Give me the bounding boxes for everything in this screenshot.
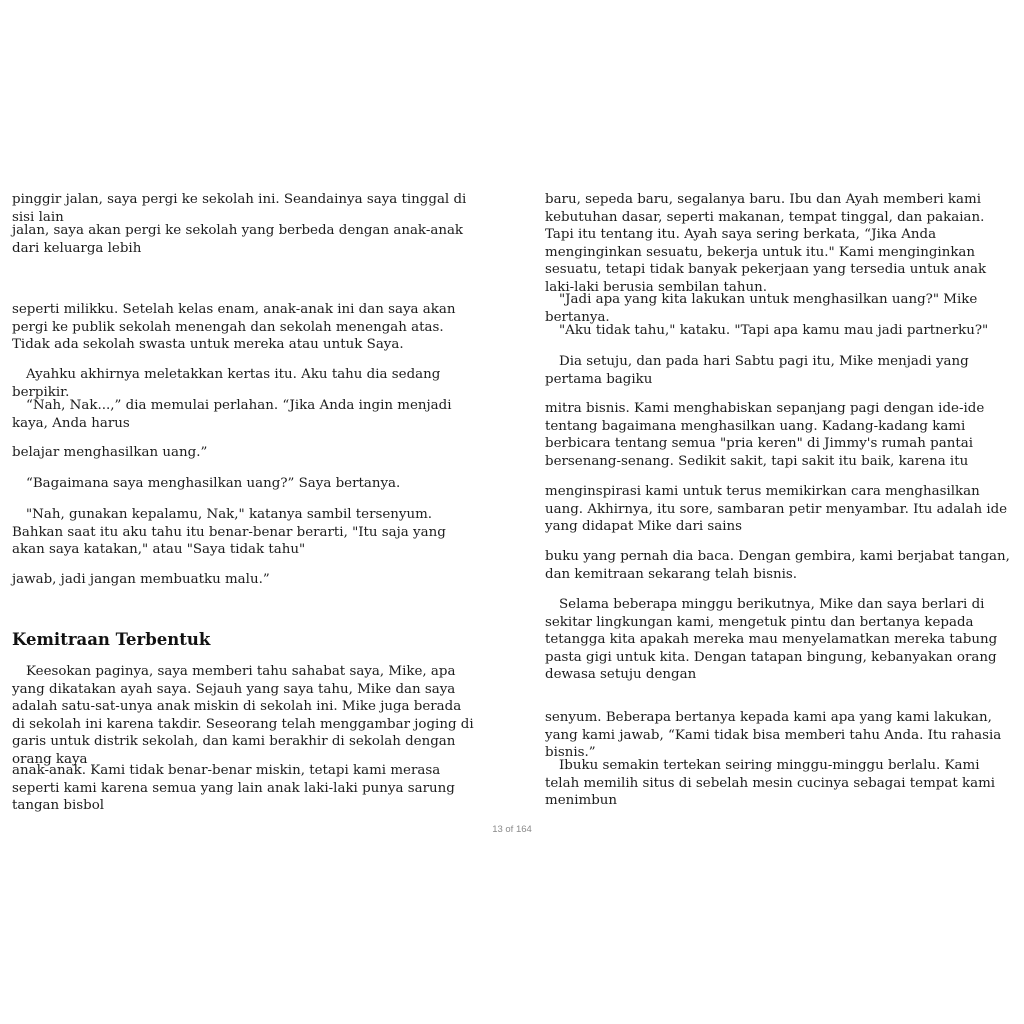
paragraph: jalan, saya akan pergi ke sekolah yang berbeda dengan anak-anak dari keluarga lebih [12,223,464,256]
paragraph: Dia setuju, dan pada hari Sabtu pagi itu, Mike menjadi yang pertama bagiku [545,354,969,387]
paragraph: baru, sepeda baru, segalanya baru. Ibu dan Ayah memberi kami kebutuhan dasar, seperti makanan, tempat tinggal, dan pakaian. Tapi itu tentang itu. Ayah saya sering berkata, “Jika Anda menginginkan sesuatu, bekerja untuk itu." Kami menginginkan sesuatu, tetapi tidak banyak pekerjaan yang tersedia untuk anak laki-laki berusia sembilan tahun. [545,192,987,295]
paragraph: Ibuku semakin tertekan seiring minggu-minggu berlalu. Kami telah memilih situs di sebelah mesin cucinya sebagai tempat kami menimbun [545,758,996,808]
section-heading: Kemitraan Terbentuk [12,630,211,649]
paragraph: "Aku tidak tahu," kataku. "Tapi apa kamu mau jadi partnerku?" [559,323,989,338]
paragraph: senyum. Beberapa bertanya kepada kami apa yang kami lakukan, yang kami jawab, “Kami tidak bisa memberi tahu Anda. Itu rahasia bisnis.” [545,710,1002,760]
paragraph: menginspirasi kami untuk terus memikirkan cara menghasilkan uang. Akhirnya, itu sore, sambaran petir menyambar. Itu adalah ide yang didapat Mike dari sains [545,484,1008,534]
paragraph: "Jadi apa yang kita lakukan untuk menghasilkan uang?" Mike bertanya. [545,292,978,325]
page-indicator: 13 of 164 [492,824,532,835]
paragraph: Selama beberapa minggu berikutnya, Mike dan saya berlari di sekitar lingkungan kami, mengetuk pintu dan bertanya kepada tetangga kita apakah mereka mau menyelamatkan mereka tabung pasta gigi untuk kita. Dengan tatapan bingung, kebanyakan orang dewasa setuju dengan [545,597,998,682]
paragraph: mitra bisnis. Kami menghabiskan sepanjang pagi dengan ide-ide tentang bagaimana menghasilkan uang. Kadang-kadang kami berbicara tentang semua "pria keren" di Jimmy's rumah pantai bersenang-senang. Sedikit sakit, tapi sakit itu baik, karena itu [545,401,985,469]
paragraph: “Nah, Nak...,” dia memulai perlahan. “Jika Anda ingin menjadi kaya, Anda harus [12,398,452,431]
paragraph: Ayahku akhirnya meletakkan kertas itu. Aku tahu dia sedang berpikir. [12,367,441,400]
paragraph: buku yang pernah dia baca. Dengan gembira, kami berjabat tangan, dan kemitraan sekarang telah bisnis. [545,549,1010,582]
paragraph: jawab, jadi jangan membuatku malu.” [12,572,270,587]
paragraph: anak-anak. Kami tidak benar-benar miskin, tetapi kami merasa seperti kami karena semua yang lain anak laki-laki punya sarung tangan bisbol [12,763,455,813]
paragraph: "Nah, gunakan kepalamu, Nak," katanya sambil tersenyum. Bahkan saat itu aku tahu itu benar-benar berarti, "Itu saja yang akan saya katakan," atau "Saya tidak tahu" [12,507,446,557]
paragraph: belajar menghasilkan uang.” [12,445,208,460]
paragraph: pinggir jalan, saya pergi ke sekolah ini. Seandainya saya tinggal di sisi lain [12,192,467,225]
paragraph: Keesokan paginya, saya memberi tahu sahabat saya, Mike, apa yang dikatakan ayah saya. Sejauh yang saya tahu, Mike dan saya adalah satu-sat-unya anak miskin di sekolah ini. Mike juga berada di sekolah ini karena takdir. Seseorang telah menggambar joging di garis untuk distrik sekolah, dan kami berakhir di sekolah dengan orang kaya [12,664,474,767]
paragraph: seperti milikku. Setelah kelas enam, anak-anak ini dan saya akan pergi ke publik sekolah menengah dan sekolah menengah atas. Tidak ada sekolah swasta untuk mereka atau untuk Saya. [12,302,456,352]
paragraph: “Bagaimana saya menghasilkan uang?” Saya bertanya. [26,476,401,491]
